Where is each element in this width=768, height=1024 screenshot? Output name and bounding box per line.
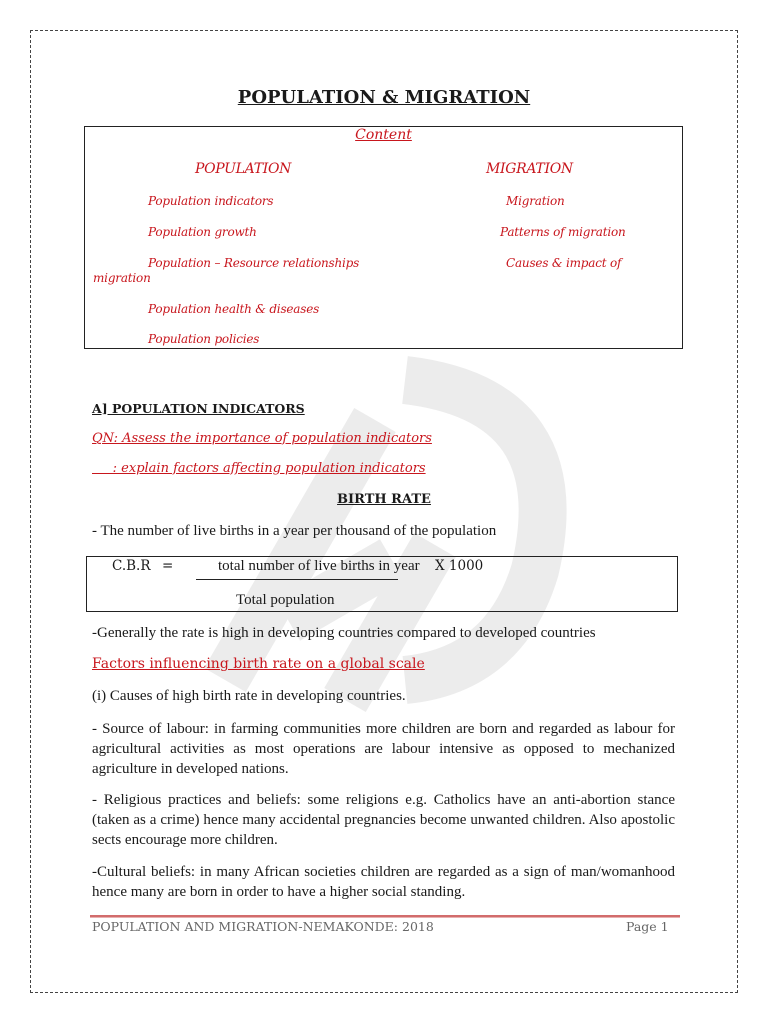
causes-heading: (i) Causes of high birth rate in developing countries. [92, 688, 406, 704]
birth-rate-definition: - The number of live births in a year per thousand of the population [92, 523, 497, 539]
population-item: Population indicators [148, 194, 274, 208]
formula-numerator: total number of live births in year [218, 558, 420, 574]
population-item: Population – Resource relationships [148, 256, 360, 270]
question-1: QN: Assess the importance of population indicators [92, 431, 432, 446]
general-statement: -Generally the rate is high in developing countries compared to developed countries [92, 625, 596, 641]
population-column-heading: POPULATION [195, 161, 292, 177]
paragraph-culture: -Cultural beliefs: in many African societies children are regarded as a sign of man/womanhood hence many are born in order to have a higher social standing. [92, 864, 675, 900]
section-a-heading: A] POPULATION INDICATORS [92, 401, 305, 416]
formula-multiplier: X 1000 [435, 558, 484, 574]
population-item: Population policies [148, 332, 260, 346]
paragraph-labour: - Source of labour: in farming communities more children are born and regarded as labour for agricultural activities as most operations are labour intensive as opposed to mechanized agriculture in developed nations. [92, 721, 675, 777]
migration-item: Patterns of migration [500, 225, 626, 239]
migration-column-heading: MIGRATION [486, 161, 573, 177]
footer-page-number: Page 1 [626, 919, 669, 934]
content-heading: Content [355, 127, 412, 143]
migration-item: Causes & impact of [506, 256, 622, 270]
formula-denominator: Total population [236, 592, 335, 608]
birth-rate-heading: BIRTH RATE [337, 492, 431, 507]
question-2: : explain factors affecting population indicators [92, 461, 426, 476]
content-box [84, 126, 683, 349]
formula-box [86, 556, 678, 612]
page-title: POPULATION & MIGRATION [237, 87, 531, 108]
paragraph-religion: - Religious practices and beliefs: some religions e.g. Catholics have an anti-abortion stance (taken as a crime) hence many accidental pregnancies become unwanted children. Also apostolic sects encourage more children. [92, 792, 675, 848]
formula-equals: = [162, 558, 174, 574]
fraction-line [196, 579, 398, 580]
population-item: Population growth [148, 225, 257, 239]
migration-item: migration [93, 271, 151, 285]
formula-label: C.B.R [112, 558, 151, 574]
population-item: Population health & diseases [148, 302, 320, 316]
factors-heading: Factors influencing birth rate on a global scale [92, 656, 425, 672]
migration-item: Migration [506, 194, 565, 208]
footer-left: POPULATION AND MIGRATION-NEMAKONDE: 2018 [92, 919, 434, 934]
footer-rule [90, 915, 680, 918]
